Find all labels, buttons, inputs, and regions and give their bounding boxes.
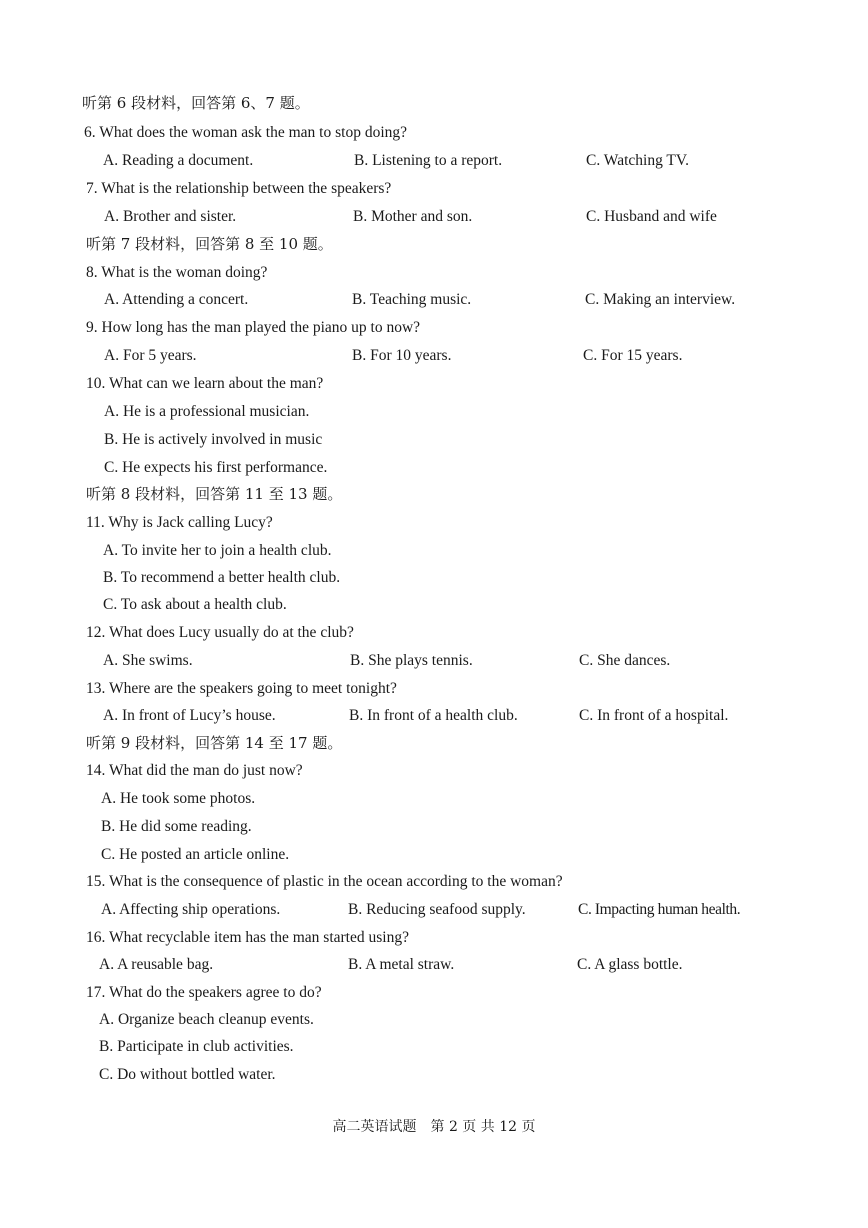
question-11: 11. Why is Jack calling Lucy? — [86, 514, 273, 531]
q7-option-c: C. Husband and wife — [586, 208, 717, 225]
question-10: 10. What can we learn about the man? — [86, 375, 324, 392]
q12-option-a: A. She swims. — [103, 652, 193, 669]
q6-option-a: A. Reading a document. — [103, 152, 254, 169]
question-17: 17. What do the speakers agree to do? — [86, 984, 322, 1001]
q12-option-c: C. She dances. — [579, 652, 671, 669]
q15-option-c: C. Impacting human health. — [578, 901, 741, 918]
q9-option-b: B. For 10 years. — [352, 347, 452, 364]
q17-option-a: A. Organize beach cleanup events. — [99, 1011, 314, 1028]
q9-option-a: A. For 5 years. — [104, 347, 197, 364]
q13-option-c: C. In front of a hospital. — [579, 707, 729, 724]
q7-option-a: A. Brother and sister. — [104, 208, 237, 225]
q16-option-c: C. A glass bottle. — [577, 956, 683, 973]
q11-option-b: B. To recommend a better health club. — [103, 569, 341, 586]
section-heading: 听第 9 段材料，回答第 14 至 17 题。 — [86, 734, 343, 752]
q9-option-c: C. For 15 years. — [583, 347, 683, 364]
question-13: 13. Where are the speakers going to meet tonight? — [86, 680, 397, 697]
q8-option-c: C. Making an interview. — [585, 291, 736, 308]
q10-option-c: C. He expects his first performance. — [104, 459, 328, 476]
q17-option-c: C. Do without bottled water. — [99, 1066, 276, 1083]
section-heading: 听第 7 段材料，回答第 8 至 10 题。 — [86, 235, 333, 253]
question-6: 6. What does the woman ask the man to stop doing? — [84, 124, 408, 141]
question-15: 15. What is the consequence of plastic in the ocean according to the woman? — [86, 873, 563, 890]
question-14: 14. What did the man do just now? — [86, 762, 303, 779]
q6-option-c: C. Watching TV. — [586, 152, 689, 169]
q14-option-a: A. He took some photos. — [101, 790, 256, 807]
q17-option-b: B. Participate in club activities. — [99, 1038, 294, 1055]
q14-option-b: B. He did some reading. — [101, 818, 252, 835]
q15-option-a: A. Affecting ship operations. — [101, 901, 281, 918]
q12-option-b: B. She plays tennis. — [350, 652, 473, 669]
q8-option-a: A. Attending a concert. — [104, 291, 249, 308]
q10-option-a: A. He is a professional musician. — [104, 403, 310, 420]
q16-option-a: A. A reusable bag. — [99, 956, 214, 973]
q16-option-b: B. A metal straw. — [348, 956, 455, 973]
question-9: 9. How long has the man played the piano up to now? — [86, 319, 421, 336]
page-footer: 高二英语试题 第 2 页 共 12 页 — [332, 1119, 536, 1135]
q13-option-b: B. In front of a health club. — [349, 707, 518, 724]
section-heading: 听第 8 段材料，回答第 11 至 13 题。 — [86, 485, 343, 503]
section-heading: 听第 6 段材料，回答第 6、7 题。 — [82, 94, 310, 112]
question-16: 16. What recyclable item has the man started using? — [86, 929, 409, 946]
question-7: 7. What is the relationship between the speakers? — [86, 180, 392, 197]
q8-option-b: B. Teaching music. — [352, 291, 472, 308]
q14-option-c: C. He posted an article online. — [101, 846, 290, 863]
q10-option-b: B. He is actively involved in music — [104, 431, 323, 448]
q11-option-a: A. To invite her to join a health club. — [103, 542, 332, 559]
q13-option-a: A. In front of Lucy’s house. — [103, 707, 276, 724]
q11-option-c: C. To ask about a health club. — [103, 596, 287, 613]
q15-option-b: B. Reducing seafood supply. — [348, 901, 526, 918]
q6-option-b: B. Listening to a report. — [354, 152, 503, 169]
question-8: 8. What is the woman doing? — [86, 264, 268, 281]
q7-option-b: B. Mother and son. — [353, 208, 473, 225]
question-12: 12. What does Lucy usually do at the club? — [86, 624, 354, 641]
